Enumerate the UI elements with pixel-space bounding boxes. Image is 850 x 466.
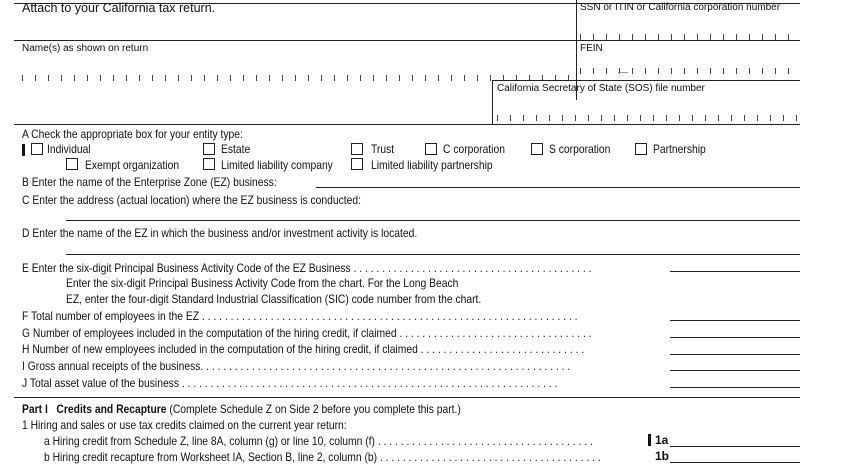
line1a-text: a Hiring credit from Schedule Z, line 8A, column (g) or line 10, column (f) . . . . . . . . . . . . . . . . . . . . . . . . . . . . . . . . . . . . . .: [44, 434, 593, 448]
question-i: I Gross annual receipts of the business. . . . . . . . . . . . . . . . . . . . . . . . . . . . . . . . . . . . . . . . . . . . . . . . . . . . . . . . . . . . . . . . .: [22, 359, 571, 373]
question-g: G Number of employees included in the computation of the hiring credit, if claimed . . . . . . . . . . . . . . . . . . . . . . . . . . . . . . . . . .: [22, 326, 592, 340]
address-input[interactable]: [66, 220, 800, 221]
question-c: C Enter the address (actual location) where the EZ business is conducted:: [22, 193, 362, 207]
business-name-input[interactable]: [316, 187, 800, 188]
line1b-input[interactable]: [670, 462, 800, 463]
fein-label: FEIN: [580, 43, 603, 54]
label-llc: Limited liability company: [221, 158, 333, 172]
question-j: J Total asset value of the business . . . . . . . . . . . . . . . . . . . . . . . . . . . . . . . . . . . . . . . . . . . . . . . . . . . . . . . . . . . . . . . . . .: [22, 376, 558, 390]
question-b: B Enter the name of the Enterprise Zone (EZ) business:: [22, 175, 277, 189]
label-s-corporation: S corporation: [549, 142, 611, 156]
sos-border: [492, 80, 800, 81]
checkbox-partnership[interactable]: [635, 143, 647, 155]
question-h: H Number of new employees included in the computation of the hiring credit, if claimed . . . . . . . . . . . . . . . . . . . . . . . . . . . . .: [22, 342, 585, 356]
fein-dash: [618, 72, 628, 73]
line1-text: 1 Hiring and sales or use tax credits claimed on the current year return:: [22, 418, 347, 432]
question-f: F Total number of employees in the EZ . . . . . . . . . . . . . . . . . . . . . . . . . . . . . . . . . . . . . . . . . . . . . . . . . . . . . . . . . . . . . . . . . .: [22, 309, 578, 323]
names-border: [14, 40, 800, 41]
checkbox-s-corporation[interactable]: [531, 143, 543, 155]
arrow-1a-icon: [648, 434, 651, 446]
activity-code-input[interactable]: [670, 271, 800, 272]
gross-receipts-input[interactable]: [670, 370, 800, 371]
ez-name-input[interactable]: [66, 254, 800, 255]
part1-border: [14, 397, 800, 398]
fein-input[interactable]: [580, 68, 800, 74]
checkbox-llp[interactable]: [351, 158, 363, 170]
part1-title: Part I: [22, 402, 48, 416]
names-input[interactable]: [22, 75, 572, 81]
label-exempt-organization: Exempt organization: [85, 158, 180, 172]
part1-header: [22, 402, 461, 416]
checkbox-c-corporation[interactable]: [425, 143, 437, 155]
question-e-line3: EZ, enter the four-digit Standard Industrial Classification (SIC) code number from the chart.: [66, 292, 482, 306]
question-d: D Enter the name of the EZ in which the business and/or investment activity is located.: [22, 226, 418, 240]
line1b-text: b Hiring credit recapture from Worksheet IA, Section B, line 2, column (b) . . . . . . . . . . . . . . . . . . . . . . . . . . . . . . . . . . . . . . .: [44, 450, 601, 464]
label-individual: Individual: [47, 142, 91, 156]
checkbox-llc[interactable]: [203, 158, 215, 170]
ssn-label: SSN or ITIN or California corporation number: [580, 2, 781, 13]
total-assets-input[interactable]: [670, 387, 800, 388]
checkbox-trust[interactable]: [351, 143, 363, 155]
entity-question: A Check the appropriate box for your entity type:: [22, 127, 243, 141]
attach-note: Attach to your California tax return.: [22, 1, 216, 15]
label-llp: Limited liability partnership: [371, 158, 493, 172]
employees-hiring-credit-input[interactable]: [670, 337, 800, 338]
checkbox-exempt-organization[interactable]: [66, 158, 78, 170]
label-trust: Trust: [371, 142, 395, 156]
line1a-number: 1a: [655, 433, 669, 447]
sos-label: California Secretary of State (SOS) file number: [497, 83, 705, 94]
question-e: E Enter the six-digit Principal Business Activity Code of the EZ Business . . . . . . . . . . . . . . . . . . . . . . . . . . . . . . . . . . . . . . . . . .: [22, 261, 592, 275]
arrow-icon: [22, 144, 25, 156]
part1-heading: Credits and Recapture: [56, 402, 167, 416]
question-e-line2: Enter the six-digit Principal Business Activity Code from the chart. For the Long Beach: [66, 276, 459, 290]
new-employees-input[interactable]: [670, 354, 800, 355]
total-employees-input[interactable]: [670, 320, 800, 321]
sos-divider: [492, 80, 493, 124]
checkbox-estate[interactable]: [203, 143, 215, 155]
label-partnership: Partnership: [653, 142, 706, 156]
checkbox-individual[interactable]: [31, 143, 43, 155]
label-c-corporation: C corporation: [443, 142, 505, 156]
line1b-number: 1b: [655, 449, 670, 463]
header-bottom-border: [14, 124, 800, 125]
part1-note: (Complete Schedule Z on Side 2 before you complete this part.): [169, 402, 461, 416]
line1a-input[interactable]: [670, 446, 800, 447]
label-estate: Estate: [221, 142, 251, 156]
sos-input[interactable]: [497, 115, 800, 121]
names-label: Name(s) as shown on return: [22, 43, 149, 54]
